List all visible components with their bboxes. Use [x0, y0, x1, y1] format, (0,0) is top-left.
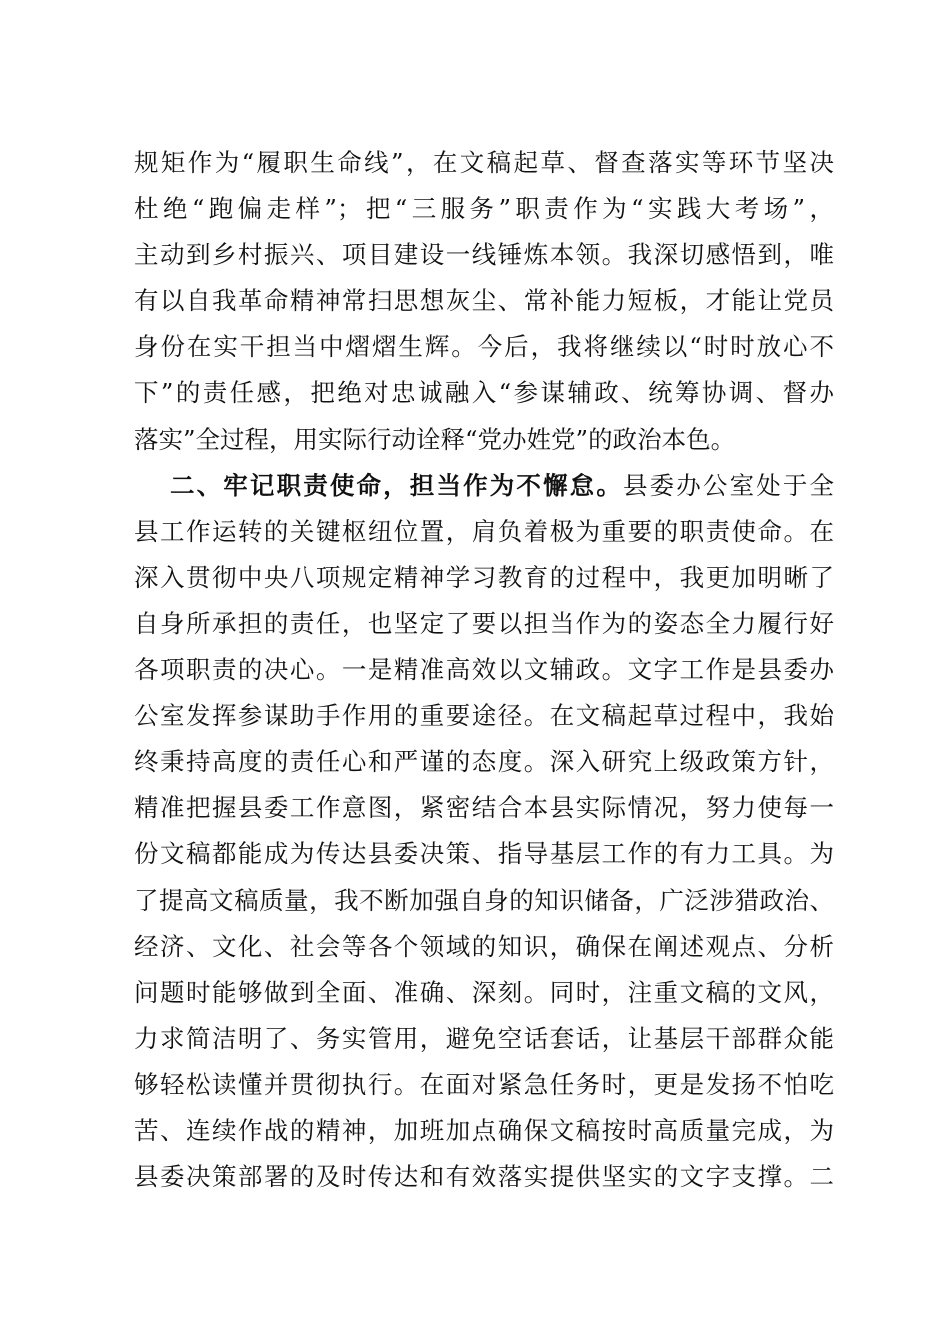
text-line: 问题时能够做到全面、准确、深刻。同时，注重文稿的文风，	[134, 977, 834, 1007]
text-line: 规矩作为“履职生命线”，在文稿起草、督查落实等环节坚决	[134, 148, 834, 177]
text-line: 主动到乡村振兴、项目建设一线锤炼本领。我深切感悟到，唯	[134, 240, 834, 270]
text-line: 自身所承担的责任，也坚定了要以担当作为的姿态全力履行好	[134, 608, 834, 638]
text-line: 份文稿都能成为传达县委决策、指导基层工作的有力工具。为	[134, 839, 834, 869]
body-text	[134, 140, 834, 1200]
text-line: 深入贯彻中央八项规定精神学习教育的过程中，我更加明晰了	[134, 562, 834, 592]
text-line: 各项职责的决心。一是精准高效以文辅政。文字工作是县委办	[134, 655, 834, 685]
text-line: 县工作运转的关键枢纽位置，肩负着极为重要的职责使命。在	[134, 516, 834, 546]
text-line: 够轻松读懂并贯彻执行。在面对紧急任务时，更是发扬不怕吃	[134, 1069, 834, 1099]
text-line: 了提高文稿质量，我不断加强自身的知识储备，广泛涉猎政治、	[134, 885, 834, 915]
text-line: 县委决策部署的及时传达和有效落实提供坚实的文字支撑。二	[134, 1162, 834, 1192]
text-line: 身份在实干担当中熠熠生辉。今后，我将继续以“时时放心不	[134, 332, 834, 362]
text-line: 公室发挥参谋助手作用的重要途径。在文稿起草过程中，我始	[134, 701, 834, 731]
section-2-first-line	[134, 463, 834, 509]
section-2-heading: 二、牢记职责使命，担当作为不懈怠。	[170, 470, 623, 500]
text-line: 下”的责任感，把绝对忠诚融入“参谋辅政、统筹协调、督办	[134, 378, 834, 408]
section-2-lead-text: 县委办公室处于全	[622, 470, 835, 500]
text-line: 力求简洁明了、务实管用，避免空话套话，让基层干部群众能	[134, 1023, 834, 1053]
text-line: 有以自我革命精神常扫思想灰尘、常补能力短板，才能让党员	[134, 286, 834, 316]
text-line: 苦、连续作战的精神，加班加点确保文稿按时高质量完成，为	[134, 1115, 834, 1145]
text-line: 精准把握县委工作意图，紧密结合本县实际情况，努力使每一	[134, 793, 834, 823]
text-line: 杜绝“跑偏走样”；把“三服务”职责作为“实践大考场”，	[134, 194, 834, 224]
text-line: 终秉持高度的责任心和严谨的态度。深入研究上级政策方针，	[134, 747, 834, 777]
text-line: 落实”全过程，用实际行动诠释“党办姓党”的政治本色。	[134, 424, 736, 454]
text-line: 经济、文化、社会等各个领域的知识，确保在阐述观点、分析	[134, 931, 834, 961]
